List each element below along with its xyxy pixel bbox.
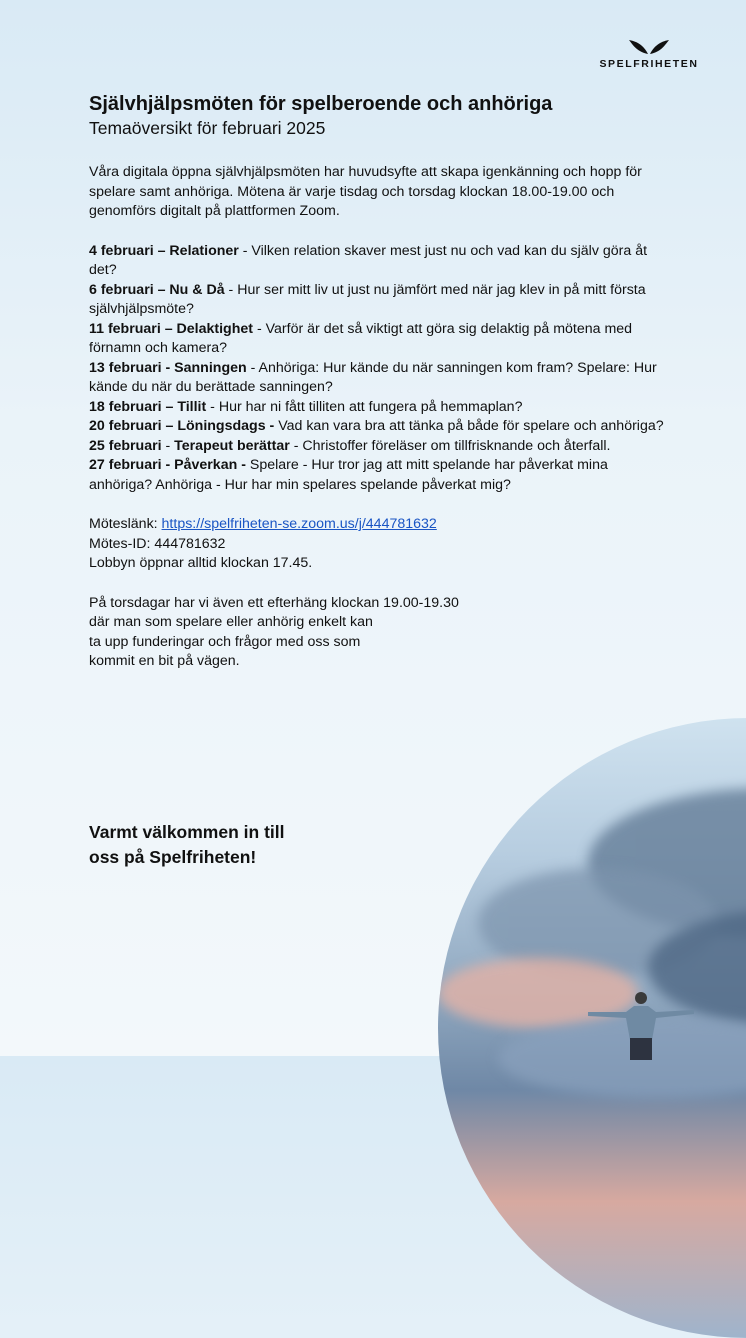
schedule-item: 11 februari – Delaktighet - Varför är det så viktigt att göra sig delaktig på mötena med förnamn och kamera? — [89, 320, 633, 356]
schedule-item: 6 februari – Nu & Då - Hur ser mitt liv ut just nu jämfört med när jag klev in på mitt första självhjälpsmöte? — [89, 281, 646, 317]
thursday-line: ta upp funderingar och frågor med oss som — [89, 633, 361, 650]
person-silhouette — [586, 990, 696, 1060]
intro-paragraph: Våra digitala öppna självhjälpsmöten har huvudsyfte att skapa igenkänning och hopp för spelare samt anhöriga. Mötena är varje tisdag och torsdag klockan 18.00-19.00 och genomförs digitalt på plattformen Zoom. — [89, 164, 642, 219]
meeting-id: Mötes-ID: 444781632 — [89, 535, 226, 552]
document-body — [89, 92, 669, 672]
lobby-info: Lobbyn öppnar alltid klockan 17.45. — [89, 555, 313, 571]
schedule-item: 4 februari – Relationer - Vilken relation skaver mest just nu och vad kan du själv göra åt det? — [89, 242, 648, 278]
welcome-message: Varmt välkommen in till oss på Spelfriheten! — [89, 822, 285, 867]
thursday-info — [89, 594, 669, 672]
brand-logo — [596, 40, 702, 70]
brand-name: SPELFRIHETEN — [599, 58, 699, 70]
meeting-link-line: Möteslänk: https://spelfriheten-se.zoom.us/j/444781632 — [89, 516, 437, 532]
schedule-item: 27 februari - Påverkan - Spelare - Hur tror jag att mitt spelande har påverkat mina anhöriga? Anhöriga - Hur har min spelares spelande påverkat mig? — [89, 457, 608, 493]
wings-icon — [629, 40, 669, 56]
schedule-item: 13 februari - Sanningen - Anhöriga: Hur kände du när sanningen kom fram? Spelare: Hur kände du när du berättade sanningen? — [89, 359, 657, 395]
schedule-list — [89, 242, 669, 496]
schedule-item: 20 februari – Löningsdags - Vad kan vara bra att tänka på både för spelare och anhöriga? — [89, 418, 664, 434]
schedule-item: 25 februari - Terapeut berättar - Christoffer föreläser om tillfrisknande och återfall. — [89, 437, 611, 454]
zoom-link[interactable]: https://spelfriheten-se.zoom.us/j/444781632 — [161, 516, 437, 532]
page-subtitle: Temaöversikt för februari 2025 — [89, 118, 326, 138]
thursday-line: där man som spelare eller anhörig enkelt kan — [89, 614, 373, 630]
meeting-info — [89, 515, 669, 574]
sky-photo — [438, 718, 746, 1338]
thursday-line: På torsdagar har vi även ett efterhäng klockan 19.00-19.30 — [89, 594, 459, 611]
page-title: Självhjälpsmöten för spelberoende och anhöriga — [89, 93, 553, 115]
thursday-line: kommit en bit på vägen. — [89, 653, 240, 669]
schedule-item: 18 februari – Tillit - Hur har ni fått tilliten att fungera på hemmaplan? — [89, 398, 523, 415]
